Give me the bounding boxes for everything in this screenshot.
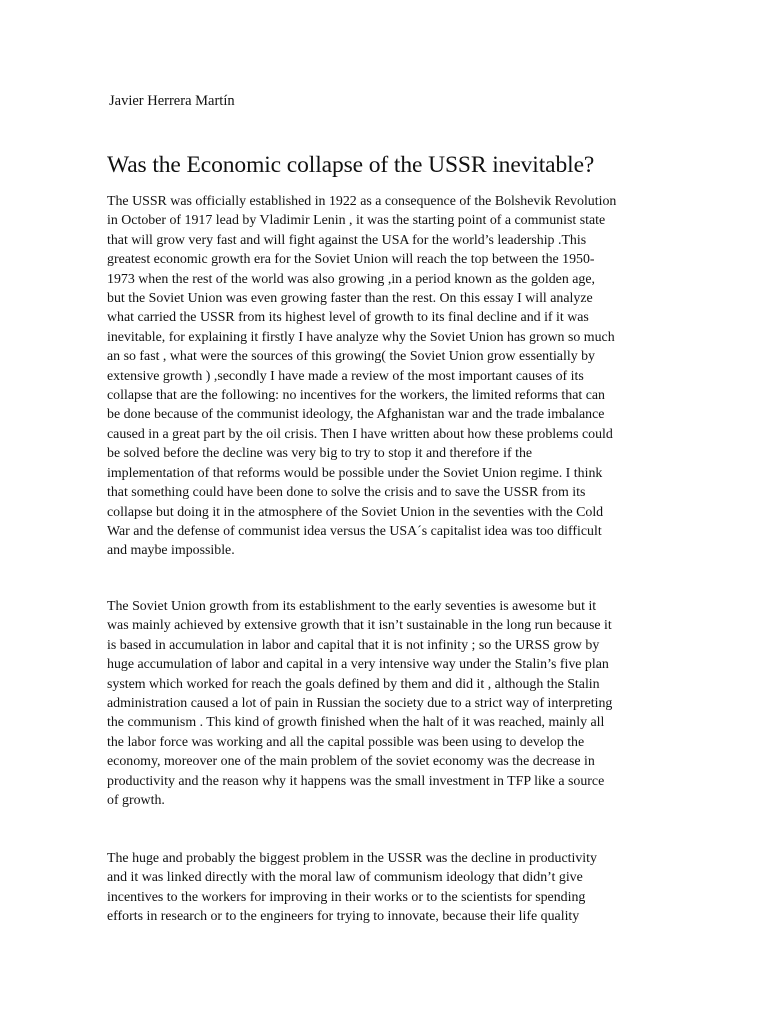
paragraph-intro xyxy=(107,192,616,561)
paragraph-line: incentives to the workers for improving in their works or to the scientists for spending xyxy=(107,889,586,905)
paragraph-line: economy, moreover one of the main problem of the soviet economy was the decrease in xyxy=(107,754,595,770)
paragraph-line: War and the defense of communist idea versus the USA´s capitalist idea was too difficult xyxy=(107,523,602,539)
paragraph-line: implementation of that reforms would be possible under the Soviet Union regime. I think xyxy=(107,465,603,481)
document-title: Was the Economic collapse of the USSR inevitable? xyxy=(107,152,595,178)
paragraph-line: be done because of the communist ideology, the Afghanistan war and the trade imbalance xyxy=(107,407,605,423)
author-name: Javier Herrera Martín xyxy=(109,93,235,109)
paragraph-line: huge accumulation of labor and capital in a very intensive way under the Stalin’s five plan xyxy=(107,657,609,673)
paragraph-productivity xyxy=(107,849,597,927)
paragraph-line: in October of 1917 lead by Vladimir Lenin , it was the starting point of a communist state xyxy=(107,213,606,229)
paragraph-line: and it was linked directly with the moral law of communism ideology that didn’t give xyxy=(107,870,583,886)
paragraph-line: caused in a great part by the oil crisis. Then I have written about how these problems could xyxy=(107,426,613,442)
paragraph-line: The huge and probably the biggest problem in the USSR was the decline in productivity xyxy=(107,851,597,866)
paragraph-line: collapse but doing it in the atmosphere of the Soviet Union in the seventies with the Cold xyxy=(107,504,604,520)
paragraph-line: system which worked for reach the goals defined by them and did it , although the Stalin xyxy=(107,676,600,692)
paragraph-line: administration caused a lot of pain in Russian the society due to a strict way of interpreting xyxy=(107,696,613,712)
paragraph-line: 1973 when the rest of the world was also growing ,in a period known as the golden age, xyxy=(107,271,595,287)
paragraph-line: was mainly achieved by extensive growth that it isn’t sustainable in the long run because it xyxy=(107,618,612,634)
paragraph-line: is based in accumulation in labor and capital that it is not infinity ; so the URSS grow by xyxy=(107,637,600,653)
paragraph-line: greatest economic growth era for the Soviet Union will reach the top between the 1950- xyxy=(107,252,595,268)
paragraph-line: The USSR was officially established in 1922 as a consequence of the Bolshevik Revolution xyxy=(107,194,617,209)
paragraph-line: but the Soviet Union was even growing faster than the rest. On this essay I will analyze xyxy=(107,291,593,307)
paragraph-line: be solved before the decline was very big to try to stop it and therefore if the xyxy=(107,446,533,462)
paragraph-line: an so fast , what were the sources of this growing( the Soviet Union grow essentially by xyxy=(107,349,596,365)
paragraph-line: that something could have been done to solve the crisis and to save the USSR from its xyxy=(107,485,586,501)
paragraph-line: collapse that are the following: no incentives for the workers, the limited reforms that can xyxy=(107,388,605,404)
paragraph-line: inevitable, for explaining it firstly I have analyze why the Soviet Union has grown so much xyxy=(107,329,615,345)
paragraph-line: and maybe impossible. xyxy=(107,543,235,559)
paragraph-line: what carried the USSR from its highest level of growth to its final decline and if it was xyxy=(107,310,589,326)
paragraph-line: the labor force was working and all the capital possible was been using to develop the xyxy=(107,734,585,750)
paragraph-line: The Soviet Union growth from its establishment to the early seventies is awesome but it xyxy=(107,599,597,614)
paragraph-line: extensive growth ) ,secondly I have made a review of the most important causes of its xyxy=(107,368,584,384)
paragraph-line: efforts in research or to the engineers for trying to innovate, because their life quality xyxy=(107,909,580,925)
paragraph-line: that will grow very fast and will fight against the USA for the world’s leadership .This xyxy=(107,232,587,248)
paragraph-line: of growth. xyxy=(107,793,165,809)
paragraph-line: productivity and the reason why it happens was the small investment in TFP like a source xyxy=(107,773,605,789)
paragraph-growth xyxy=(107,597,612,810)
paragraph-line: the communism . This kind of growth finished when the halt of it was reached, mainly all xyxy=(107,715,605,731)
